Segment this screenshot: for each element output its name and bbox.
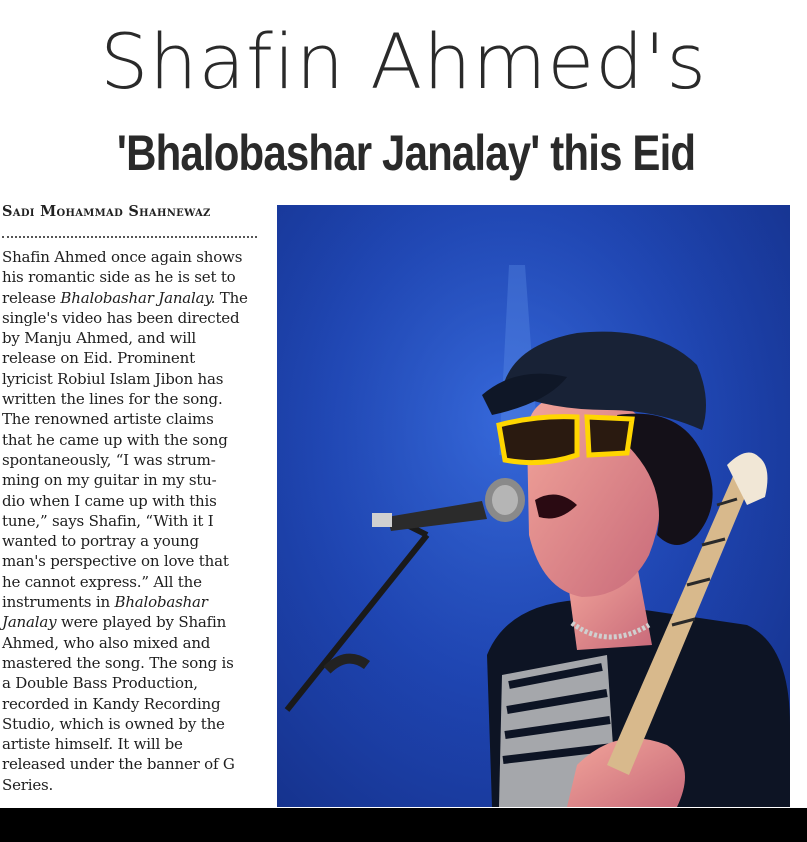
body-line: by Manju Ahmed, and will xyxy=(2,329,197,348)
body-line: a Double Bass Production, xyxy=(2,674,198,693)
song-title: Janalay xyxy=(2,613,57,632)
body-line: dio when I came up with this xyxy=(2,491,217,510)
byline-divider xyxy=(2,236,257,238)
body-line: artiste himself. It will be xyxy=(2,735,183,754)
body-line: Janalay were played by Shafin xyxy=(2,613,227,632)
singer-illustration xyxy=(277,205,790,807)
body-line: ming on my guitar in my stu- xyxy=(2,471,217,490)
song-title: Bhalobashar Janalay. xyxy=(60,288,216,307)
body-line: he cannot express.” All the xyxy=(2,572,202,591)
body-line: mastered the song. The song is xyxy=(2,653,234,672)
body-line: single's video has been directed xyxy=(2,308,240,327)
body-line: lyricist Robiul Islam Jibon has xyxy=(2,369,224,388)
song-title: Bhalobashar xyxy=(114,593,208,612)
body-line: wanted to portray a young xyxy=(2,532,199,551)
body-line: released under the banner of G xyxy=(2,755,235,774)
body-line: recorded in Kandy Recording xyxy=(2,694,221,713)
body-line: that he came up with the song xyxy=(2,430,228,449)
body-line: man's perspective on love that xyxy=(2,552,229,571)
body-line: Series. xyxy=(2,775,54,794)
page-footer-bar xyxy=(0,808,807,842)
article-photo xyxy=(277,205,790,807)
body-line: instruments in Bhalobashar xyxy=(2,593,208,612)
body-line: The renowned artiste claims xyxy=(2,410,214,429)
body-line: release on Eid. Prominent xyxy=(2,349,195,368)
headline-main: 'Bhalobashar Janalay' this Eid xyxy=(116,125,696,181)
body-line: Shafin Ahmed once again shows xyxy=(2,248,243,266)
byline: Sadi Mohammad Shahnewaz xyxy=(2,203,211,220)
body-line: release Bhalobashar Janalay. The xyxy=(2,288,248,307)
body-line: Studio, which is owned by the xyxy=(2,714,225,733)
headline-kicker: Shafin Ahmed's xyxy=(100,17,707,106)
body-line: written the lines for the song. xyxy=(2,390,223,409)
article-body xyxy=(2,247,259,795)
body-line: spontaneously, “I was strum- xyxy=(2,450,216,469)
body-line: tune,” says Shafin, “With it I xyxy=(2,511,214,530)
body-line: Ahmed, who also mixed and xyxy=(2,633,211,652)
body-line: his romantic side as he is set to xyxy=(2,268,236,287)
